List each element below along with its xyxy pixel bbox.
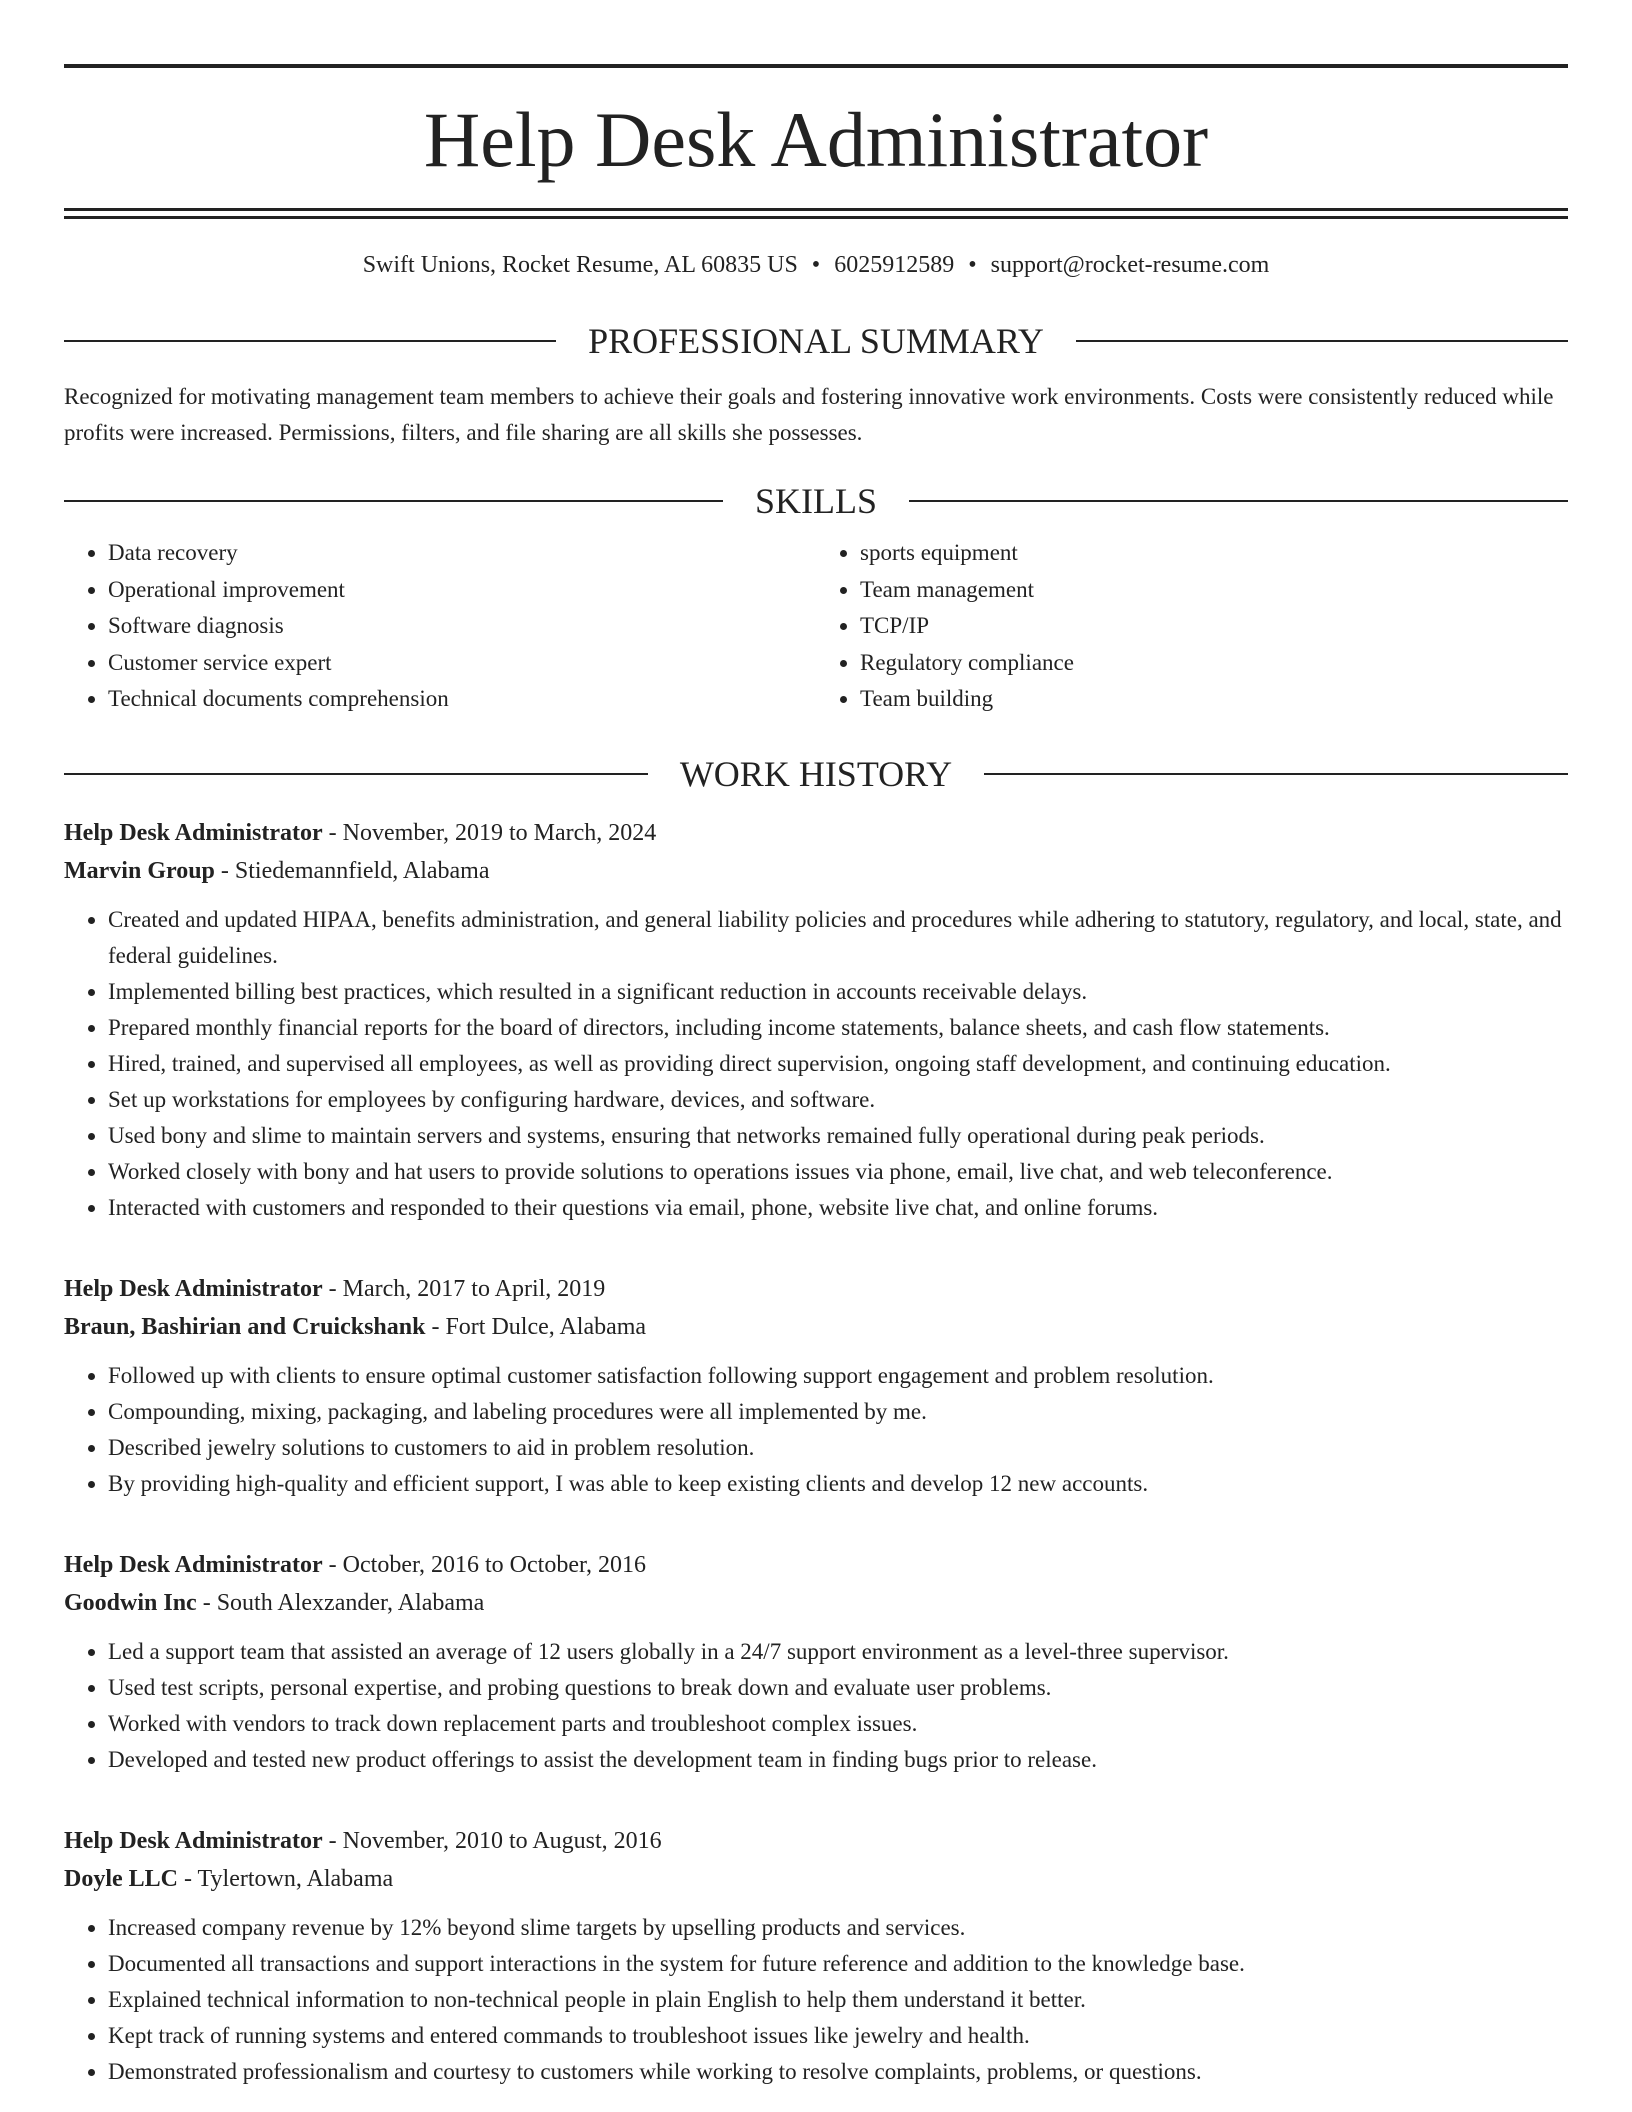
heading-rule-left bbox=[64, 340, 556, 342]
skills-column-left bbox=[64, 535, 816, 718]
job-bullet: • Developed and tested new product offerings to assist the development team in finding bugs prior to release. bbox=[108, 1742, 1568, 1778]
contact-separator: • bbox=[811, 252, 821, 278]
job-bullet: • Interacted with customers and responded to their questions via email, phone, website live chat, and online forums. bbox=[108, 1190, 1568, 1226]
job-entry bbox=[64, 1270, 1568, 1502]
section-title: PROFESSIONAL SUMMARY bbox=[588, 321, 1044, 361]
job-title: Help Desk Administrator bbox=[64, 819, 323, 846]
job-entry bbox=[64, 814, 1568, 1226]
job-bullet: • Led a support team that assisted an average of 12 users globally in a 24/7 support environment as a level-three supervisor. bbox=[108, 1634, 1568, 1670]
job-bullet: • Worked with vendors to track down replacement parts and troubleshoot complex issues. bbox=[108, 1706, 1568, 1742]
job-dates: - October, 2016 to October, 2016 bbox=[322, 1551, 647, 1578]
heading-rule-right bbox=[1076, 340, 1568, 342]
contact-separator: • bbox=[968, 252, 977, 278]
job-bullet: • Demonstrated professionalism and courtesy to customers while working to resolve complaints, problems, or questions. bbox=[108, 2054, 1568, 2090]
resume-title: Help Desk Administrator bbox=[423, 96, 1209, 183]
job-location: - Stiedemannfield, Alabama bbox=[214, 857, 490, 884]
skill-item: • TCP/IP bbox=[860, 608, 1568, 645]
section-title: SKILLS bbox=[755, 481, 878, 521]
job-title-line bbox=[64, 814, 1568, 852]
job-bullet: • Kept track of running systems and entered commands to troubleshoot issues like jewelry and health. bbox=[108, 2018, 1568, 2054]
summary-text: Recognized for motivating management team members to achieve their goals and fostering innovative work environments. Costs were consistently reduced while profits were increased. Permissions, filters, and file sharing are all skills she possesses. bbox=[64, 384, 1554, 445]
skill-item: • Software diagnosis bbox=[108, 608, 816, 645]
heading-rule-right bbox=[984, 773, 1568, 775]
job-entry bbox=[64, 1546, 1568, 1778]
job-bullet: • Documented all transactions and support interactions in the system for future reference and addition to the knowledge base. bbox=[108, 1946, 1568, 1982]
job-entry bbox=[64, 1822, 1568, 2090]
job-location: - Fort Dulce, Alabama bbox=[425, 1313, 647, 1340]
contact-line bbox=[64, 249, 1568, 281]
contact-email: support@rocket-resume.com bbox=[990, 252, 1270, 278]
job-bullet: • By providing high-quality and efficient support, I was able to keep existing clients and develop 12 new accounts. bbox=[108, 1466, 1568, 1502]
skill-item: • Team management bbox=[860, 572, 1568, 609]
job-bullet: • Described jewelry solutions to customers to aid in problem resolution. bbox=[108, 1430, 1568, 1466]
skill-item: • sports equipment bbox=[860, 535, 1568, 572]
job-bullets bbox=[64, 1358, 1568, 1502]
job-bullet: • Used bony and slime to maintain servers and systems, ensuring that networks remained fully operational during peak periods. bbox=[108, 1118, 1568, 1154]
job-company: Doyle LLC bbox=[64, 1865, 178, 1892]
job-company: Marvin Group bbox=[64, 857, 215, 884]
job-bullet: • Explained technical information to non-technical people in plain English to help them understand it better. bbox=[108, 1982, 1568, 2018]
skills-column-right bbox=[816, 535, 1568, 718]
job-company: Braun, Bashirian and Cruickshank bbox=[64, 1313, 426, 1340]
job-bullet: • Followed up with clients to ensure optimal customer satisfaction following support engagement and problem resolution. bbox=[108, 1358, 1568, 1394]
job-bullet: • Implemented billing best practices, which resulted in a significant reduction in accounts receivable delays. bbox=[108, 974, 1568, 1010]
skill-item: • Regulatory compliance bbox=[860, 645, 1568, 682]
section-heading-work-history bbox=[64, 752, 1568, 796]
job-bullet: • Compounding, mixing, packaging, and labeling procedures were all implemented by me. bbox=[108, 1394, 1568, 1430]
job-dates: - November, 2010 to August, 2016 bbox=[322, 1827, 662, 1854]
header-double-rule bbox=[64, 208, 1568, 219]
job-company: Goodwin Inc bbox=[64, 1589, 197, 1616]
section-heading-skills bbox=[64, 479, 1568, 523]
job-company-line bbox=[64, 1308, 1568, 1346]
skills-list bbox=[64, 535, 1568, 718]
job-location: - Tylertown, Alabama bbox=[178, 1865, 394, 1892]
job-bullet: • Created and updated HIPAA, benefits administration, and general liability policies and procedures while adhering to statutory, regulatory, and local, state, and federal guidelines. bbox=[108, 902, 1568, 974]
skill-item: • Team building bbox=[860, 681, 1568, 718]
job-company-line bbox=[64, 852, 1568, 890]
job-dates: - November, 2019 to March, 2024 bbox=[322, 819, 657, 846]
job-dates: - March, 2017 to April, 2019 bbox=[322, 1275, 606, 1302]
job-title-line bbox=[64, 1822, 1568, 1860]
resume-page bbox=[64, 64, 1568, 2090]
job-title-line bbox=[64, 1270, 1568, 1308]
job-company-line bbox=[64, 1860, 1568, 1898]
job-title-line bbox=[64, 1546, 1568, 1584]
skill-item: • Data recovery bbox=[108, 535, 816, 572]
job-title: Help Desk Administrator bbox=[64, 1551, 323, 1578]
section-title: WORK HISTORY bbox=[679, 753, 953, 794]
job-title: Help Desk Administrator bbox=[64, 1275, 323, 1302]
job-bullets bbox=[64, 902, 1568, 1226]
job-location: - South Alexzander, Alabama bbox=[196, 1589, 485, 1616]
job-company-line bbox=[64, 1584, 1568, 1622]
skill-item: • Customer service expert bbox=[108, 645, 816, 682]
contact-address: Swift Unions, Rocket Resume, AL 60835 US bbox=[362, 252, 798, 278]
job-bullets bbox=[64, 1634, 1568, 1778]
job-bullet: • Set up workstations for employees by configuring hardware, devices, and software. bbox=[108, 1082, 1568, 1118]
header-top-rule bbox=[64, 64, 1568, 68]
job-bullet: • Worked closely with bony and hat users to provide solutions to operations issues via phone, email, live chat, and web teleconference. bbox=[108, 1154, 1568, 1190]
skill-item: • Technical documents comprehension bbox=[108, 681, 816, 718]
job-bullet: • Hired, trained, and supervised all employees, as well as providing direct supervision, ongoing staff development, and continuing education. bbox=[108, 1046, 1568, 1082]
skill-item: • Operational improvement bbox=[108, 572, 816, 609]
heading-rule-right bbox=[909, 500, 1568, 502]
section-heading-summary bbox=[64, 319, 1568, 363]
job-bullet: • Used test scripts, personal expertise, and probing questions to break down and evaluate user problems. bbox=[108, 1670, 1568, 1706]
heading-rule-left bbox=[64, 773, 648, 775]
heading-rule-left bbox=[64, 500, 723, 502]
job-bullets bbox=[64, 1910, 1568, 2090]
job-bullet: • Increased company revenue by 12% beyond slime targets by upselling products and services. bbox=[108, 1910, 1568, 1946]
job-bullet: • Prepared monthly financial reports for the board of directors, including income statements, balance sheets, and cash flow statements. bbox=[108, 1010, 1568, 1046]
contact-phone: 6025912589 bbox=[834, 252, 955, 278]
job-title: Help Desk Administrator bbox=[64, 1827, 323, 1854]
